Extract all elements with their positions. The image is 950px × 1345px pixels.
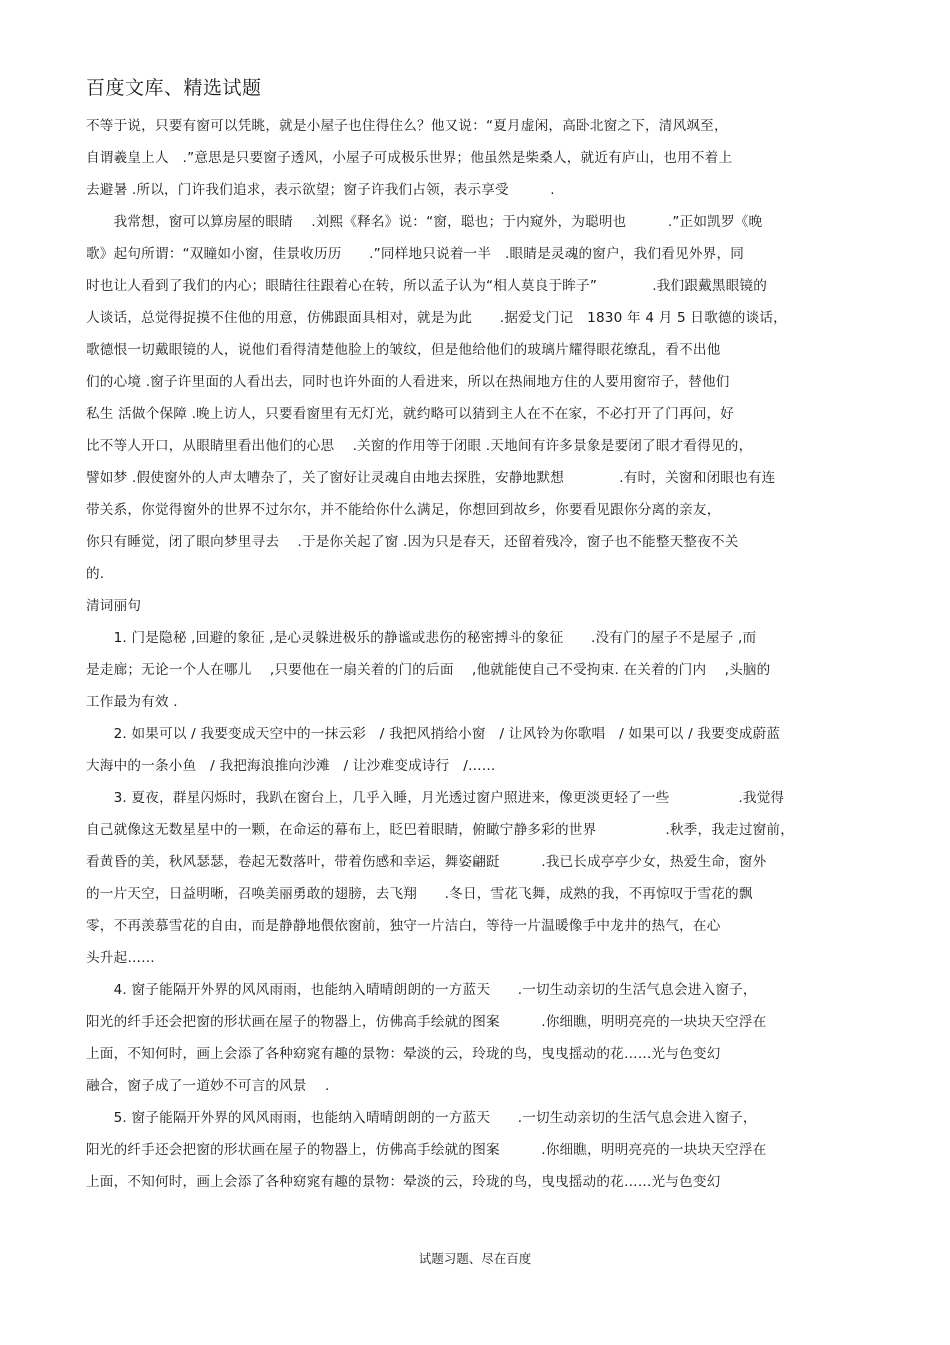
text-line: 自谓羲皇上人 .”意思是只要窗子透风，小屋子可成极乐世界；他虽然是柴桑人，就近有庐山，也用不着上 [86,150,733,166]
text-line: 私生 活做个保障 .晚上访人，只要看窗里有无灯光，就约略可以猜到主人在不在家，不必打开了门再问，好 [86,406,735,422]
section-heading: 清词丽句 [86,598,142,614]
text-line: 歌》起句所谓：“双瞳如小窗，佳景收历历 .”同样地只说着一半 .眼睛是灵魂的窗户，我们看见外界，同 [86,246,745,262]
text-line: 比不等人开口，从眼睛里看出他们的心思 .关窗的作用等于闭眼 .天地间有许多景象是要闭了眼才看得见的， [86,438,753,454]
text-line: 带关系，你觉得窗外的世界不过尔尔，并不能给你什么满足，你想回到故乡，你要看见跟你分离的亲友， [86,502,721,518]
text-line: 1. 门是隐秘 ,回避的象征 ,是心灵躲进极乐的静谧或悲伤的秘密搏斗的象征 .没有门的屋子不是屋子 ,而 [86,630,757,646]
text-line: 譬如梦 .假使窗外的人声太嘈杂了，关了窗好让灵魂自由地去探胜，安静地默想 .有时，关窗和闭眼也有连 [86,470,776,486]
text-line: 我常想，窗可以算房屋的眼睛 .刘熙《释名》说：“窗，聪也；于内窥外，为聪明也 .”正如凯罗《晚 [86,214,763,230]
text-line: 上面，不知何时，画上会添了各种窈窕有趣的景物：晕淡的云，玲珑的鸟，曳曳摇动的花……光与色变幻 [86,1174,721,1190]
text-line: 的一片天空，日益明晰，召唤美丽勇敢的翅膀，去飞翔 .冬日，雪花飞舞，成熟的我，不再惊叹于雪花的飘 [86,886,753,902]
text-line: 看黄昏的美，秋风瑟瑟，卷起无数落叶，带着伤感和幸运，舞姿翩跹 .我已长成亭亭少女，热爱生命，窗外 [86,854,767,870]
text-line: 阳光的纤手还会把窗的形状画在屋子的物器上，仿佛高手绘就的图案 .你细瞧，明明亮亮的一块块天空浮在 [86,1142,767,1158]
text-line: 们的心境 .窗子许里面的人看出去，同时也许外面的人看进来，所以在热闹地方住的人要用窗帘子，替他们 [86,374,730,390]
page-footer: 试题习题、尽在百度 [418,1251,532,1266]
text-line: 5. 窗子能隔开外界的风风雨雨，也能纳入晴晴朗朗的一方蓝天 .一切生动亲切的生活气息会进入窗子， [86,1110,757,1126]
text-line: 人谈话，总觉得捉摸不住他的用意，仿佛跟面具相对，就是为此 .据爱戈门记 1830 年 4 月 5 日歌德的谈话， [86,310,787,326]
text-line: 是走廊；无论一个人在哪儿 ,只要他在一扇关着的门的后面 ,他就能使自己不受拘束. 在关着的门内 ,头脑的 [86,662,771,678]
text-line: 上面，不知何时，画上会添了各种窈窕有趣的景物：晕淡的云，玲珑的鸟，曳曳摇动的花……光与色变幻 [86,1046,721,1062]
text-line: 3. 夏夜，群星闪烁时，我趴在窗台上，几乎入睡，月光透过窗户照进来，像更淡更轻了一些 .我觉得 [86,790,785,806]
text-line: 时也让人看到了我们的内心；眼睛往往跟着心在转，所以孟子认为“相人莫良于眸子” .我们跟戴黑眼镜的 [86,278,768,294]
text-line: 大海中的一条小鱼 / 我把海浪推向沙滩 / 让沙难变成诗行 /…… [86,758,496,774]
text-line: 头升起…… [86,950,155,966]
text-line: 阳光的纤手还会把窗的形状画在屋子的物器上，仿佛高手绘就的图案 .你细瞧，明明亮亮的一块块天空浮在 [86,1014,767,1030]
text-line: 融合，窗子成了一道妙不可言的风景 . [86,1078,330,1094]
text-line: 去避暑 .所以，门许我们追求，表示欲望；窗子许我们占领，表示享受 . [86,182,555,198]
text-line: 不等于说，只要有窗可以凭眺，就是小屋子也住得住么？他又说：“夏月虚闲，高卧北窗之下，清风飒至， [86,118,728,134]
text-line: 2. 如果可以 / 我要变成天空中的一抹云彩 / 我把风捎给小窗 / 让风铃为你歌唱 / 如果可以 / 我要变成蔚蓝 [86,726,781,742]
text-line: 4. 窗子能隔开外界的风风雨雨，也能纳入晴晴朗朗的一方蓝天 .一切生动亲切的生活气息会进入窗子， [86,982,757,998]
text-line: 零，不再羡慕雪花的自由，而是静静地偎依窗前，独守一片洁白，等待一片温暖像手中龙井的热气，在心 [86,918,721,934]
page-title: 百度文库、精选试题 [86,77,262,99]
text-line: 你只有睡觉，闭了眼向梦里寻去 .于是你关起了窗 .因为只是春天，还留着残冷，窗子也不能整天整夜不关 [86,534,739,550]
text-line: 歌德恨一切戴眼镜的人，说他们看得清楚他脸上的皱纹，但是他给他们的玻璃片耀得眼花缭乱，看不出他 [86,342,721,358]
text-line: 自己就像这无数星星中的一颗，在命运的幕布上，眨巴着眼睛，俯瞰宁静多彩的世界 .秋季，我走过窗前， [86,822,794,838]
text-line: 的. [86,566,105,582]
text-line: 工作最为有效 . [86,694,178,710]
